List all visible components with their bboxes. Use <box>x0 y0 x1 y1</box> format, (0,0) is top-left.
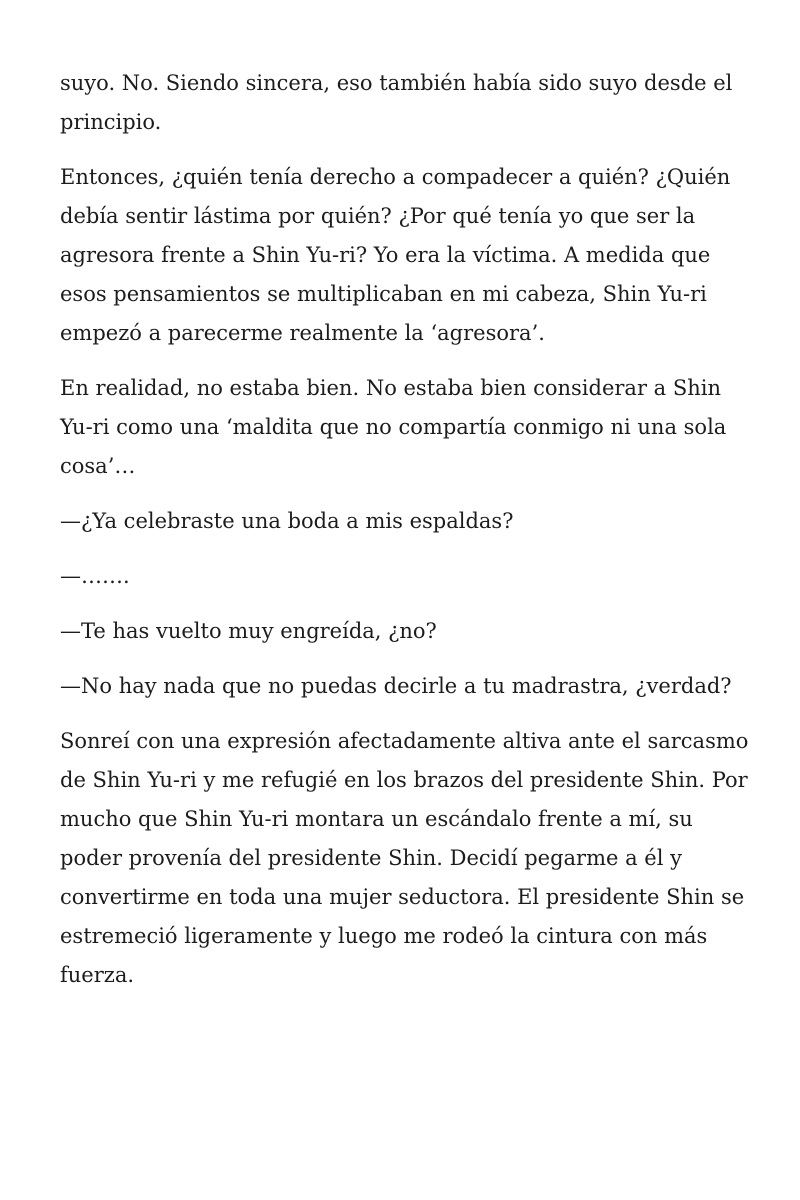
paragraph: Entonces, ¿quién tenía derecho a compadecer a quién? ¿Quién debía sentir lástima por quién? ¿Por qué tenía yo que ser la agresora frente a Shin Yu-ri? Yo era la víctima. A medida que esos pensamientos se multiplicaban en mi cabeza, Shin Yu-ri empezó a parecerme realmente la ‘agresora’. <box>60 165 731 345</box>
dialogue-line: —No hay nada que no puedas decirle a tu madrastra, ¿verdad? <box>60 674 732 698</box>
paragraph: En realidad, no estaba bien. No estaba bien considerar a Shin Yu-ri como una ‘maldita que no compartía conmigo ni una sola cosa’… <box>60 376 727 478</box>
dialogue-line: —……. <box>60 564 130 588</box>
paragraph: Sonreí con una expresión afectadamente altiva ante el sarcasmo de Shin Yu-ri y me refugié en los brazos del presidente Shin. Por mucho que Shin Yu-ri montara un escándalo frente a mí, su poder provenía del presidente Shin. Decidí pegarme a él y convertirme en toda una mujer seductora. El presidente Shin se estremeció ligeramente y luego me rodeó la cintura con más fuerza. <box>60 729 749 987</box>
page-text <box>60 64 750 1011</box>
dialogue-line: —Te has vuelto muy engreída, ¿no? <box>60 619 437 643</box>
dialogue-line: —¿Ya celebraste una boda a mis espaldas? <box>60 509 514 533</box>
paragraph: suyo. No. Siendo sincera, eso también había sido suyo desde el principio. <box>60 71 733 134</box>
